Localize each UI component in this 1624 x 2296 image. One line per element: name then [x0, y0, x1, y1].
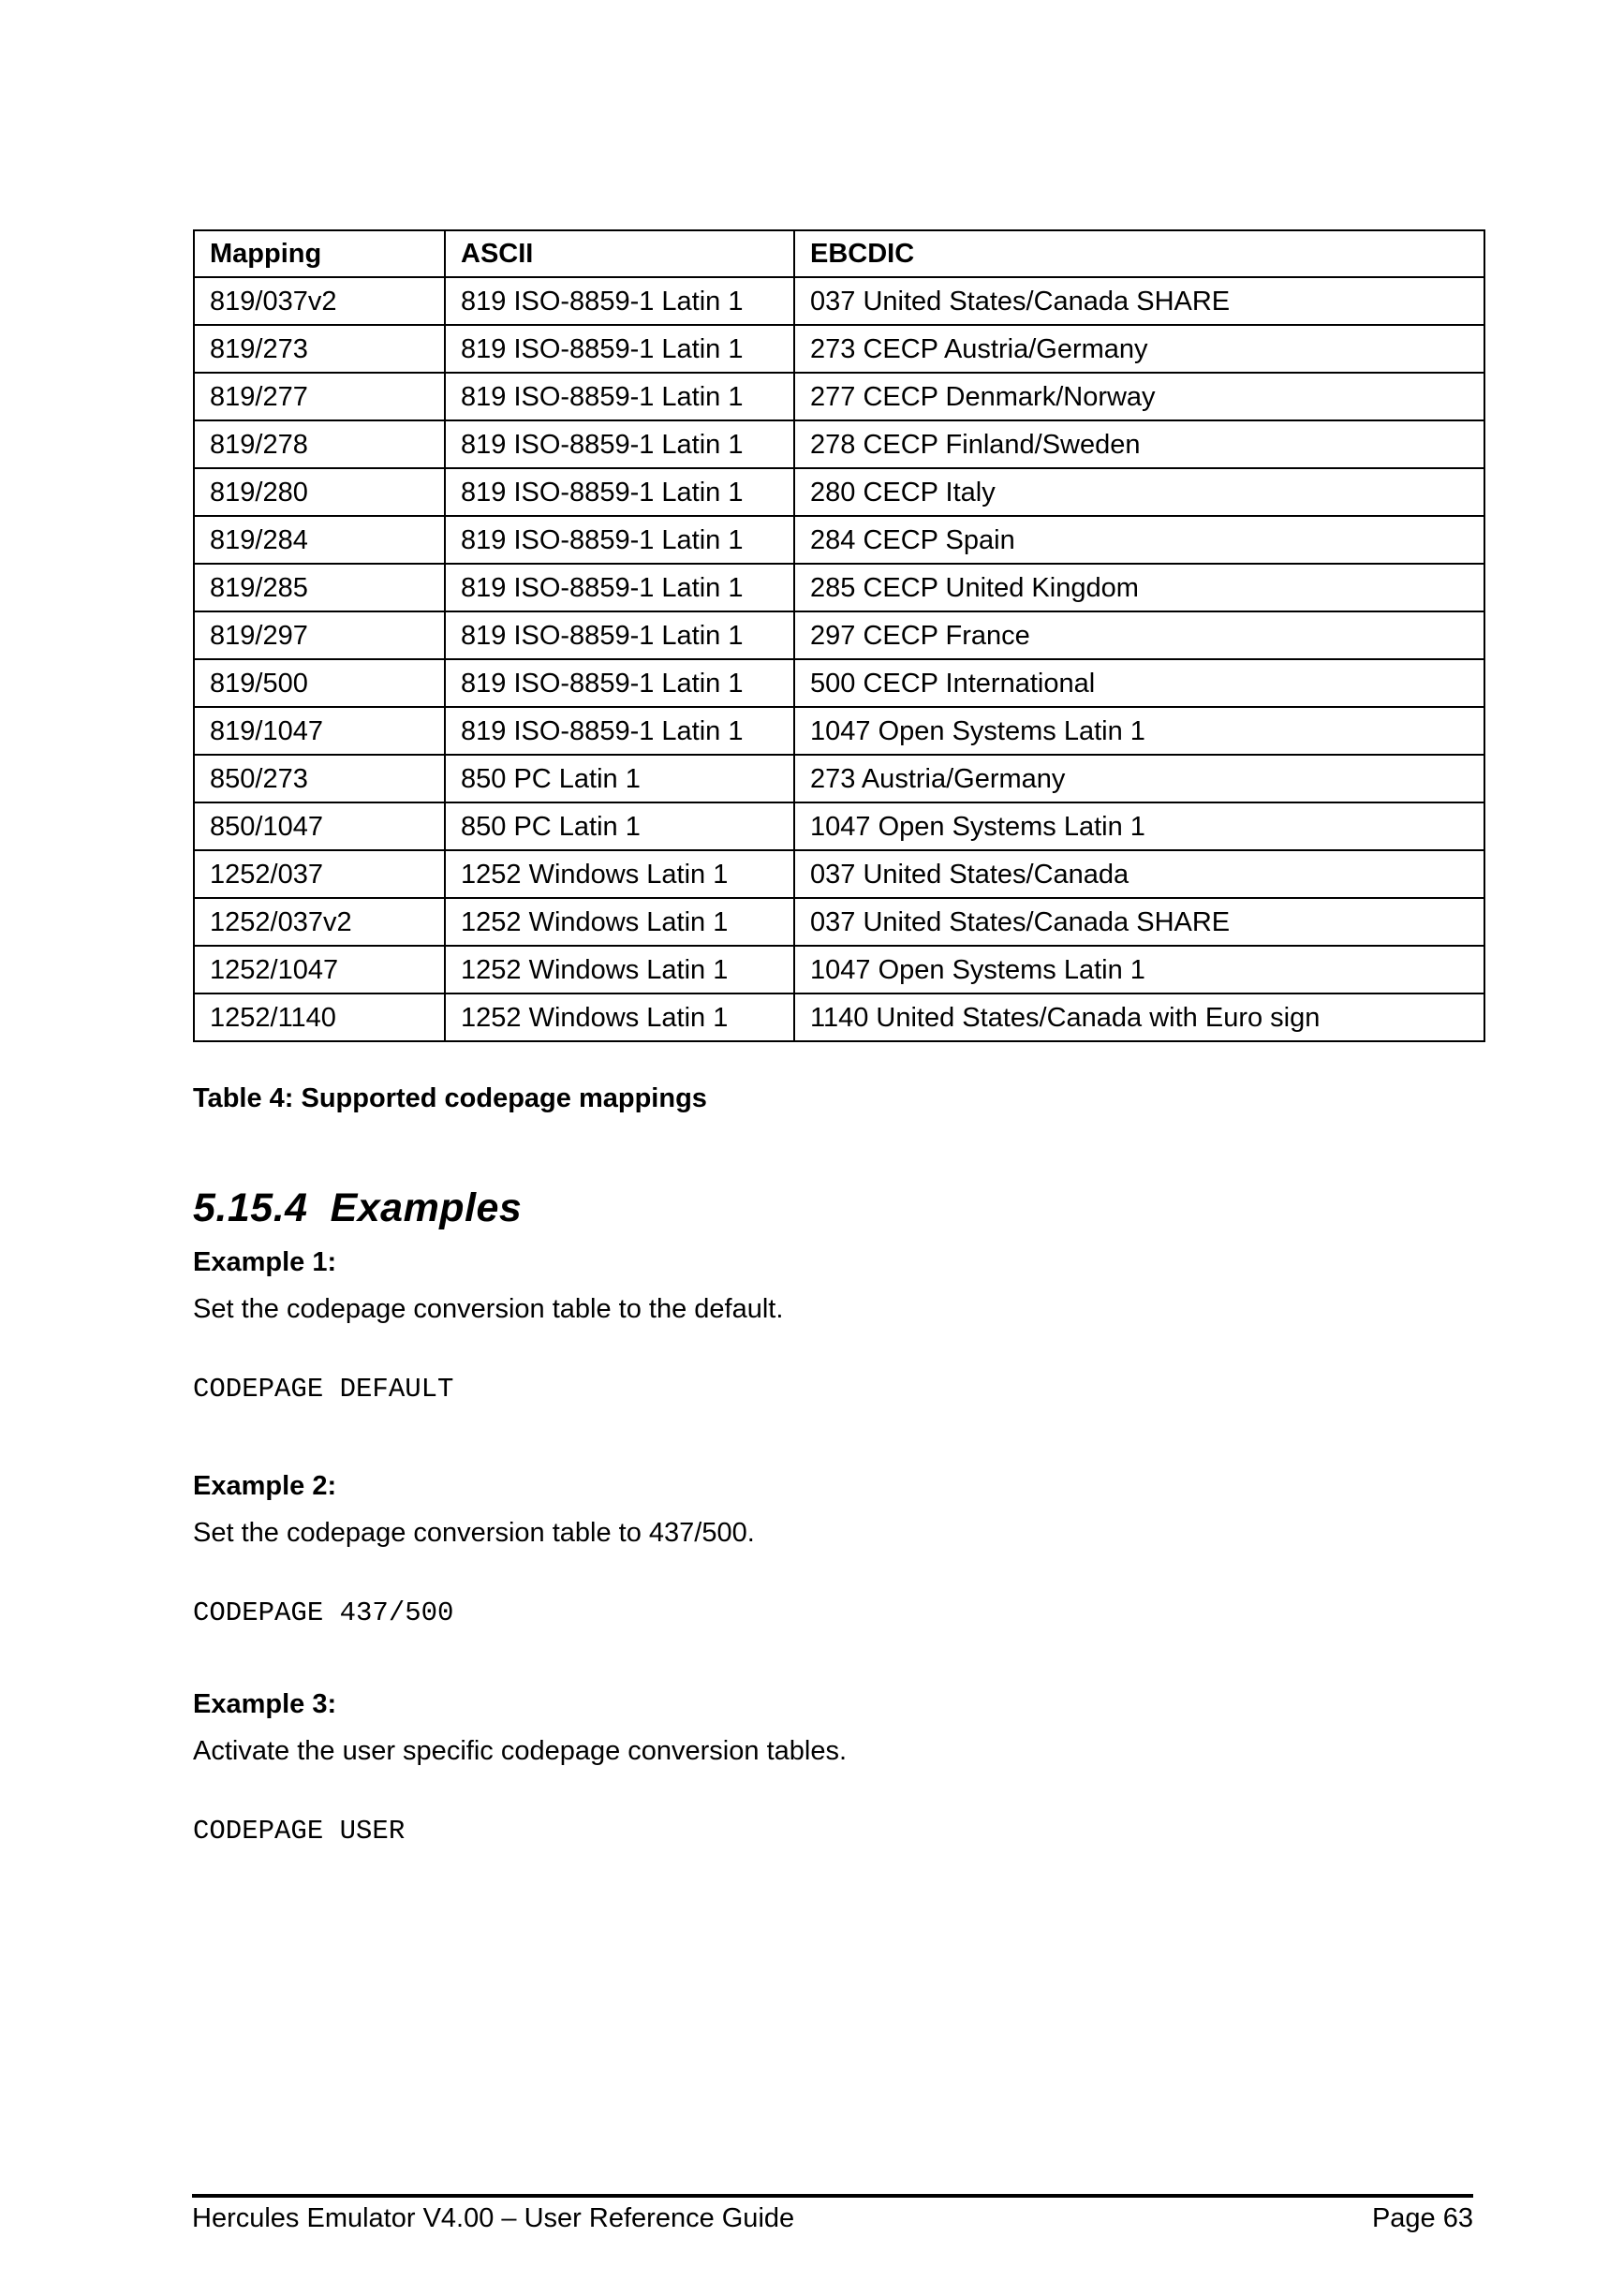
codepage-mapping-table — [193, 229, 1485, 1042]
table-cell: 1252/1140 — [194, 993, 445, 1041]
example-2-code: CODEPAGE 437/500 — [193, 1597, 454, 1628]
table-cell: 819 ISO-8859-1 Latin 1 — [445, 325, 794, 373]
table-cell: 1140 United States/Canada with Euro sign — [794, 993, 1484, 1041]
table-header-mapping: Mapping — [194, 230, 445, 277]
table-cell: 1047 Open Systems Latin 1 — [794, 802, 1484, 850]
table-cell: 1252 Windows Latin 1 — [445, 946, 794, 993]
footer-page-number: Page 63 — [1371, 2203, 1473, 2233]
example-block-1 — [193, 1246, 1474, 1406]
table-body — [194, 277, 1484, 1041]
table-cell: 1047 Open Systems Latin 1 — [794, 707, 1484, 755]
table-cell: 819/273 — [194, 325, 445, 373]
example-1-code: CODEPAGE DEFAULT — [193, 1374, 454, 1405]
section-heading — [193, 1185, 522, 1230]
table-cell: 1252/037 — [194, 850, 445, 898]
table-cell: 1252/1047 — [194, 946, 445, 993]
table-cell: 819/285 — [194, 564, 445, 611]
page-footer — [192, 2202, 1473, 2234]
table-cell: 273 CECP Austria/Germany — [794, 325, 1484, 373]
table-row — [194, 325, 1484, 373]
example-3-code: CODEPAGE USER — [193, 1816, 406, 1847]
table-cell: 819 ISO-8859-1 Latin 1 — [445, 468, 794, 516]
table-cell: 819/500 — [194, 659, 445, 707]
table-cell: 819 ISO-8859-1 Latin 1 — [445, 659, 794, 707]
table-cell: 850/273 — [194, 755, 445, 802]
table-row — [194, 564, 1484, 611]
table-cell: 1252 Windows Latin 1 — [445, 898, 794, 946]
table-row — [194, 755, 1484, 802]
table-caption: Table 4: Supported codepage mappings — [193, 1083, 707, 1113]
table-cell: 278 CECP Finland/Sweden — [794, 420, 1484, 468]
table-cell: 284 CECP Spain — [794, 516, 1484, 564]
table-cell: 819/037v2 — [194, 277, 445, 325]
table-header-ebcdic: EBCDIC — [794, 230, 1484, 277]
table-cell: 819/297 — [194, 611, 445, 659]
table-cell: 819 ISO-8859-1 Latin 1 — [445, 611, 794, 659]
section-title: Examples — [330, 1185, 523, 1230]
table-cell: 850 PC Latin 1 — [445, 755, 794, 802]
example-2-description: Set the codepage conversion table to 437/500. — [193, 1518, 755, 1548]
table-cell: 819 ISO-8859-1 Latin 1 — [445, 420, 794, 468]
table-cell: 850/1047 — [194, 802, 445, 850]
table-cell: 500 CECP International — [794, 659, 1484, 707]
example-block-2 — [193, 1470, 1474, 1629]
table-cell: 037 United States/Canada SHARE — [794, 277, 1484, 325]
table-row — [194, 993, 1484, 1041]
table-row — [194, 802, 1484, 850]
table-header-row — [194, 230, 1484, 277]
table-cell: 1047 Open Systems Latin 1 — [794, 946, 1484, 993]
example-1-label: Example 1: — [193, 1247, 337, 1277]
footer-divider — [192, 2194, 1473, 2198]
table-cell: 037 United States/Canada — [794, 850, 1484, 898]
table-row — [194, 420, 1484, 468]
table-cell: 819/284 — [194, 516, 445, 564]
table-cell: 850 PC Latin 1 — [445, 802, 794, 850]
section-number: 5.15.4 — [193, 1185, 308, 1230]
table-cell: 819 ISO-8859-1 Latin 1 — [445, 277, 794, 325]
table-cell: 285 CECP United Kingdom — [794, 564, 1484, 611]
table-cell: 277 CECP Denmark/Norway — [794, 373, 1484, 420]
table-row — [194, 277, 1484, 325]
table-header-ascii: ASCII — [445, 230, 794, 277]
table-cell: 1252 Windows Latin 1 — [445, 993, 794, 1041]
table-cell: 819/278 — [194, 420, 445, 468]
table-cell: 819 ISO-8859-1 Latin 1 — [445, 707, 794, 755]
table-cell: 819/1047 — [194, 707, 445, 755]
table-cell: 280 CECP Italy — [794, 468, 1484, 516]
table-cell: 297 CECP France — [794, 611, 1484, 659]
example-3-description: Activate the user specific codepage conversion tables. — [193, 1736, 848, 1766]
table-row — [194, 468, 1484, 516]
table-cell: 819/280 — [194, 468, 445, 516]
example-1-description: Set the codepage conversion table to the default. — [193, 1294, 784, 1324]
example-3-label: Example 3: — [193, 1689, 337, 1719]
table-row — [194, 850, 1484, 898]
footer-document-title: Hercules Emulator V4.00 – User Reference Guide — [192, 2203, 795, 2233]
table-cell: 819 ISO-8859-1 Latin 1 — [445, 564, 794, 611]
table-row — [194, 373, 1484, 420]
table-cell: 273 Austria/Germany — [794, 755, 1484, 802]
table-cell: 1252/037v2 — [194, 898, 445, 946]
example-2-label: Example 2: — [193, 1471, 337, 1501]
table-cell: 819 ISO-8859-1 Latin 1 — [445, 516, 794, 564]
table-cell: 037 United States/Canada SHARE — [794, 898, 1484, 946]
table-row — [194, 611, 1484, 659]
table-cell: 819 ISO-8859-1 Latin 1 — [445, 373, 794, 420]
table-row — [194, 898, 1484, 946]
table-cell: 819/277 — [194, 373, 445, 420]
example-block-3 — [193, 1688, 1474, 1847]
table-row — [194, 707, 1484, 755]
table-row — [194, 516, 1484, 564]
table-row — [194, 946, 1484, 993]
table-row — [194, 659, 1484, 707]
table-cell: 1252 Windows Latin 1 — [445, 850, 794, 898]
